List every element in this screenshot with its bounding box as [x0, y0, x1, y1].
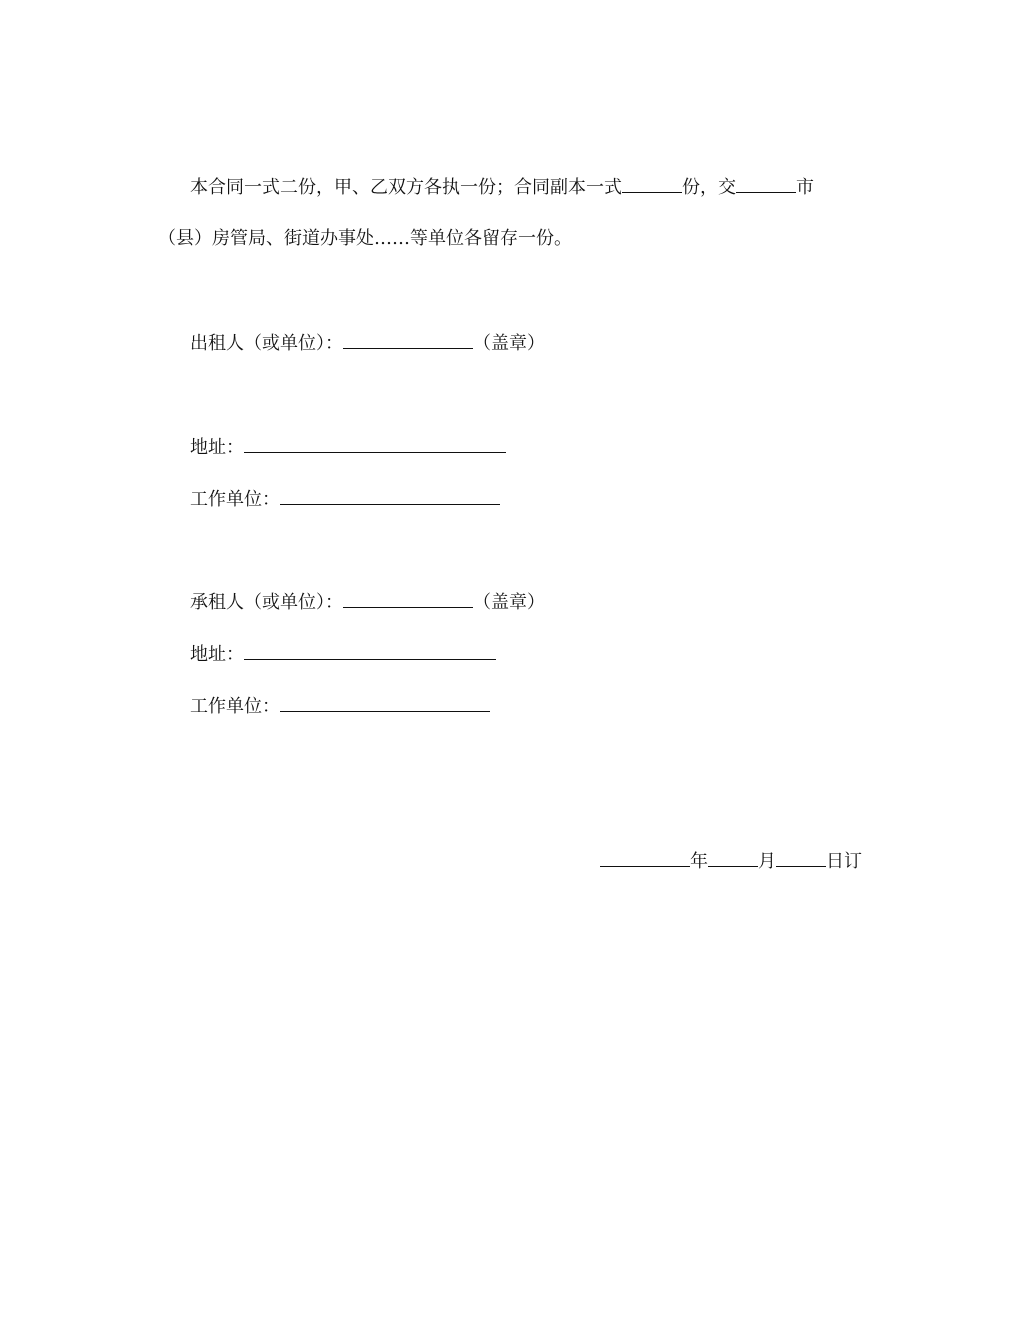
- clause-line-1: [190, 174, 814, 200]
- lessor-address-blank[interactable]: [244, 434, 506, 453]
- day-blank[interactable]: [776, 848, 826, 867]
- day-label: 日订: [826, 851, 862, 872]
- lessee-workplace-label: 工作单位：: [190, 696, 280, 717]
- clause-text-line2: （县）房管局、街道办事处……等单位各留存一份。: [158, 228, 572, 249]
- lessor-workplace-label: 工作单位：: [190, 489, 280, 510]
- lessee-address-blank[interactable]: [244, 641, 496, 660]
- lessor-name-row: [190, 330, 545, 356]
- lessor-workplace-blank[interactable]: [280, 486, 500, 505]
- month-label: 月: [758, 851, 776, 872]
- lessee-name-label: 承租人（或单位）：: [190, 592, 343, 613]
- year-blank[interactable]: [600, 848, 690, 867]
- lessee-name-row: [190, 589, 545, 615]
- lessor-seal-label: （盖章）: [473, 333, 545, 354]
- clause-text-part2: 份，交: [682, 177, 736, 198]
- clause-text-part3: 市: [796, 177, 814, 198]
- lessor-address-label: 地址：: [190, 437, 244, 458]
- date-row: [600, 848, 862, 874]
- lessor-name-label: 出租人（或单位）：: [190, 333, 343, 354]
- copies-count-blank[interactable]: [622, 174, 682, 193]
- lessee-workplace-blank[interactable]: [280, 693, 490, 712]
- month-blank[interactable]: [708, 848, 758, 867]
- lessee-address-row: [190, 641, 496, 667]
- lessee-workplace-row: [190, 693, 490, 719]
- lessor-address-row: [190, 434, 506, 460]
- lessor-name-blank[interactable]: [343, 330, 473, 349]
- clause-line-2: [158, 227, 572, 251]
- lessee-address-label: 地址：: [190, 644, 244, 665]
- city-blank[interactable]: [736, 174, 796, 193]
- lessee-name-blank[interactable]: [343, 589, 473, 608]
- lessor-workplace-row: [190, 486, 500, 512]
- clause-text-part1: 本合同一式二份，甲、乙双方各执一份；合同副本一式: [190, 177, 622, 198]
- lessee-seal-label: （盖章）: [473, 592, 545, 613]
- year-label: 年: [690, 851, 708, 872]
